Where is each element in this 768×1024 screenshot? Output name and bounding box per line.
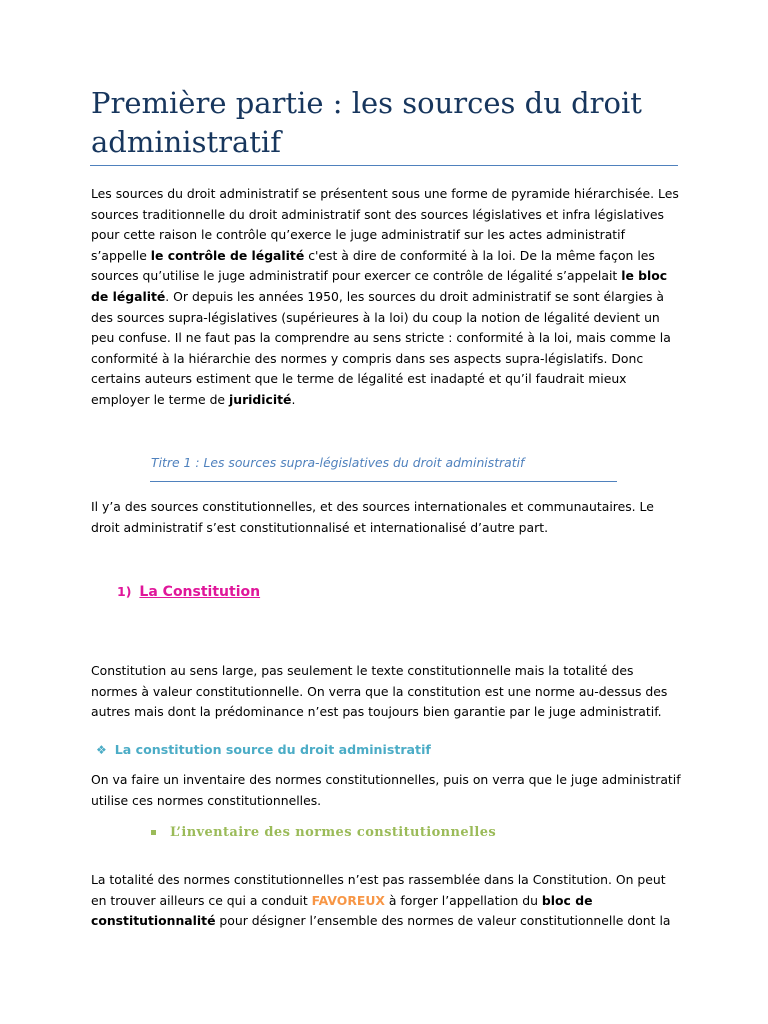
intro-text-2: c'est à dire de conformité à la loi. De la même façon les sources qu’utilise le juge administratif pour exercer ce contrôle de légalité s’appelait [91, 247, 655, 284]
intro-bold-juridicite: juridicité [229, 391, 292, 407]
sources-paragraph: Il y’a des sources constitutionnelles, et des sources internationales et communautaires. Le droit administratif s’est constitutionnalisé et internationalisé d’autre part. [91, 499, 654, 535]
intro-text-3: . Or depuis les années 1950, les sources du droit administratif se sont élargies à des sources supra-législatives (supérieures à la loi) du coup la notion de légalité devient un peu confuse. Il ne faut pas la comprendre au sens stricte : conformité à la loi, mais comme la conformité à la hiérarchie des normes y compris dans ses aspects supra-législatifs. Donc certains auteurs estiment que le terme de légalité est inadapté et qu’il faudrait mieux employer le terme de [91, 288, 671, 407]
titre1-underline [150, 481, 617, 482]
constitution-paragraph: Constitution au sens large, pas seulement le texte constitutionnelle mais la totalité des normes à valeur constitutionnelle. On verra que la constitution est une norme au-dessus des autres mais dont la prédominance n’est pas toujours bien garantie par le juge administratif. [91, 663, 668, 720]
inventory-intro-paragraph: On va faire un inventaire des normes constitutionnelles, puis on verra que le juge administratif utilise ces normes constitutionnelles. [91, 772, 681, 808]
subsubsection-heading [151, 825, 496, 840]
bloc-paragraph [91, 870, 681, 932]
titre1-heading: Titre 1 : Les sources supra-législatives du droit administratif [151, 455, 525, 470]
bloc-text-3: pour désigner l’ensemble des normes de valeur constitutionnelle dont la [215, 913, 671, 929]
subsubsection-label: L’inventaire des normes constitutionnelles [170, 825, 497, 840]
square-bullet-icon [151, 830, 156, 835]
bloc-text-1: La totalité des normes constitutionnelles n’est pas rassemblée dans la Constitution. On peut en trouver ailleurs ce qui a conduit [91, 872, 666, 908]
section-label: La Constitution [139, 584, 261, 600]
intro-paragraph [91, 184, 681, 411]
subsection-heading [96, 742, 431, 757]
bloc-bold-constitutionnalite: bloc de constitutionnalité [91, 892, 593, 929]
section-heading-constitution [117, 584, 260, 600]
bloc-text-2: à forger l’appellation du [384, 892, 542, 908]
intro-text-4: . [291, 391, 296, 407]
accent-favoreux: FAVOREUX [311, 892, 385, 908]
intro-text-1: Les sources du droit administratif se présentent sous une forme de pyramide hiérarchisée. Les sources traditionnelle du droit administratif sont des sources législatives et infra législatives pour cette raison le contrôle qu’exerce le juge administratif sur les actes administratif s’appelle [91, 186, 679, 263]
intro-bold-controle: le contrôle de légalité [150, 247, 305, 263]
page-title: Première partie : les sources du droit administratif [91, 86, 642, 159]
title-underline [90, 165, 678, 166]
subsection-label: La constitution source du droit administratif [114, 742, 431, 757]
section-number: 1) [117, 584, 132, 599]
diamond-bullet-icon: ❖ [96, 742, 107, 757]
intro-bold-bloc: le bloc de légalité [91, 268, 668, 304]
